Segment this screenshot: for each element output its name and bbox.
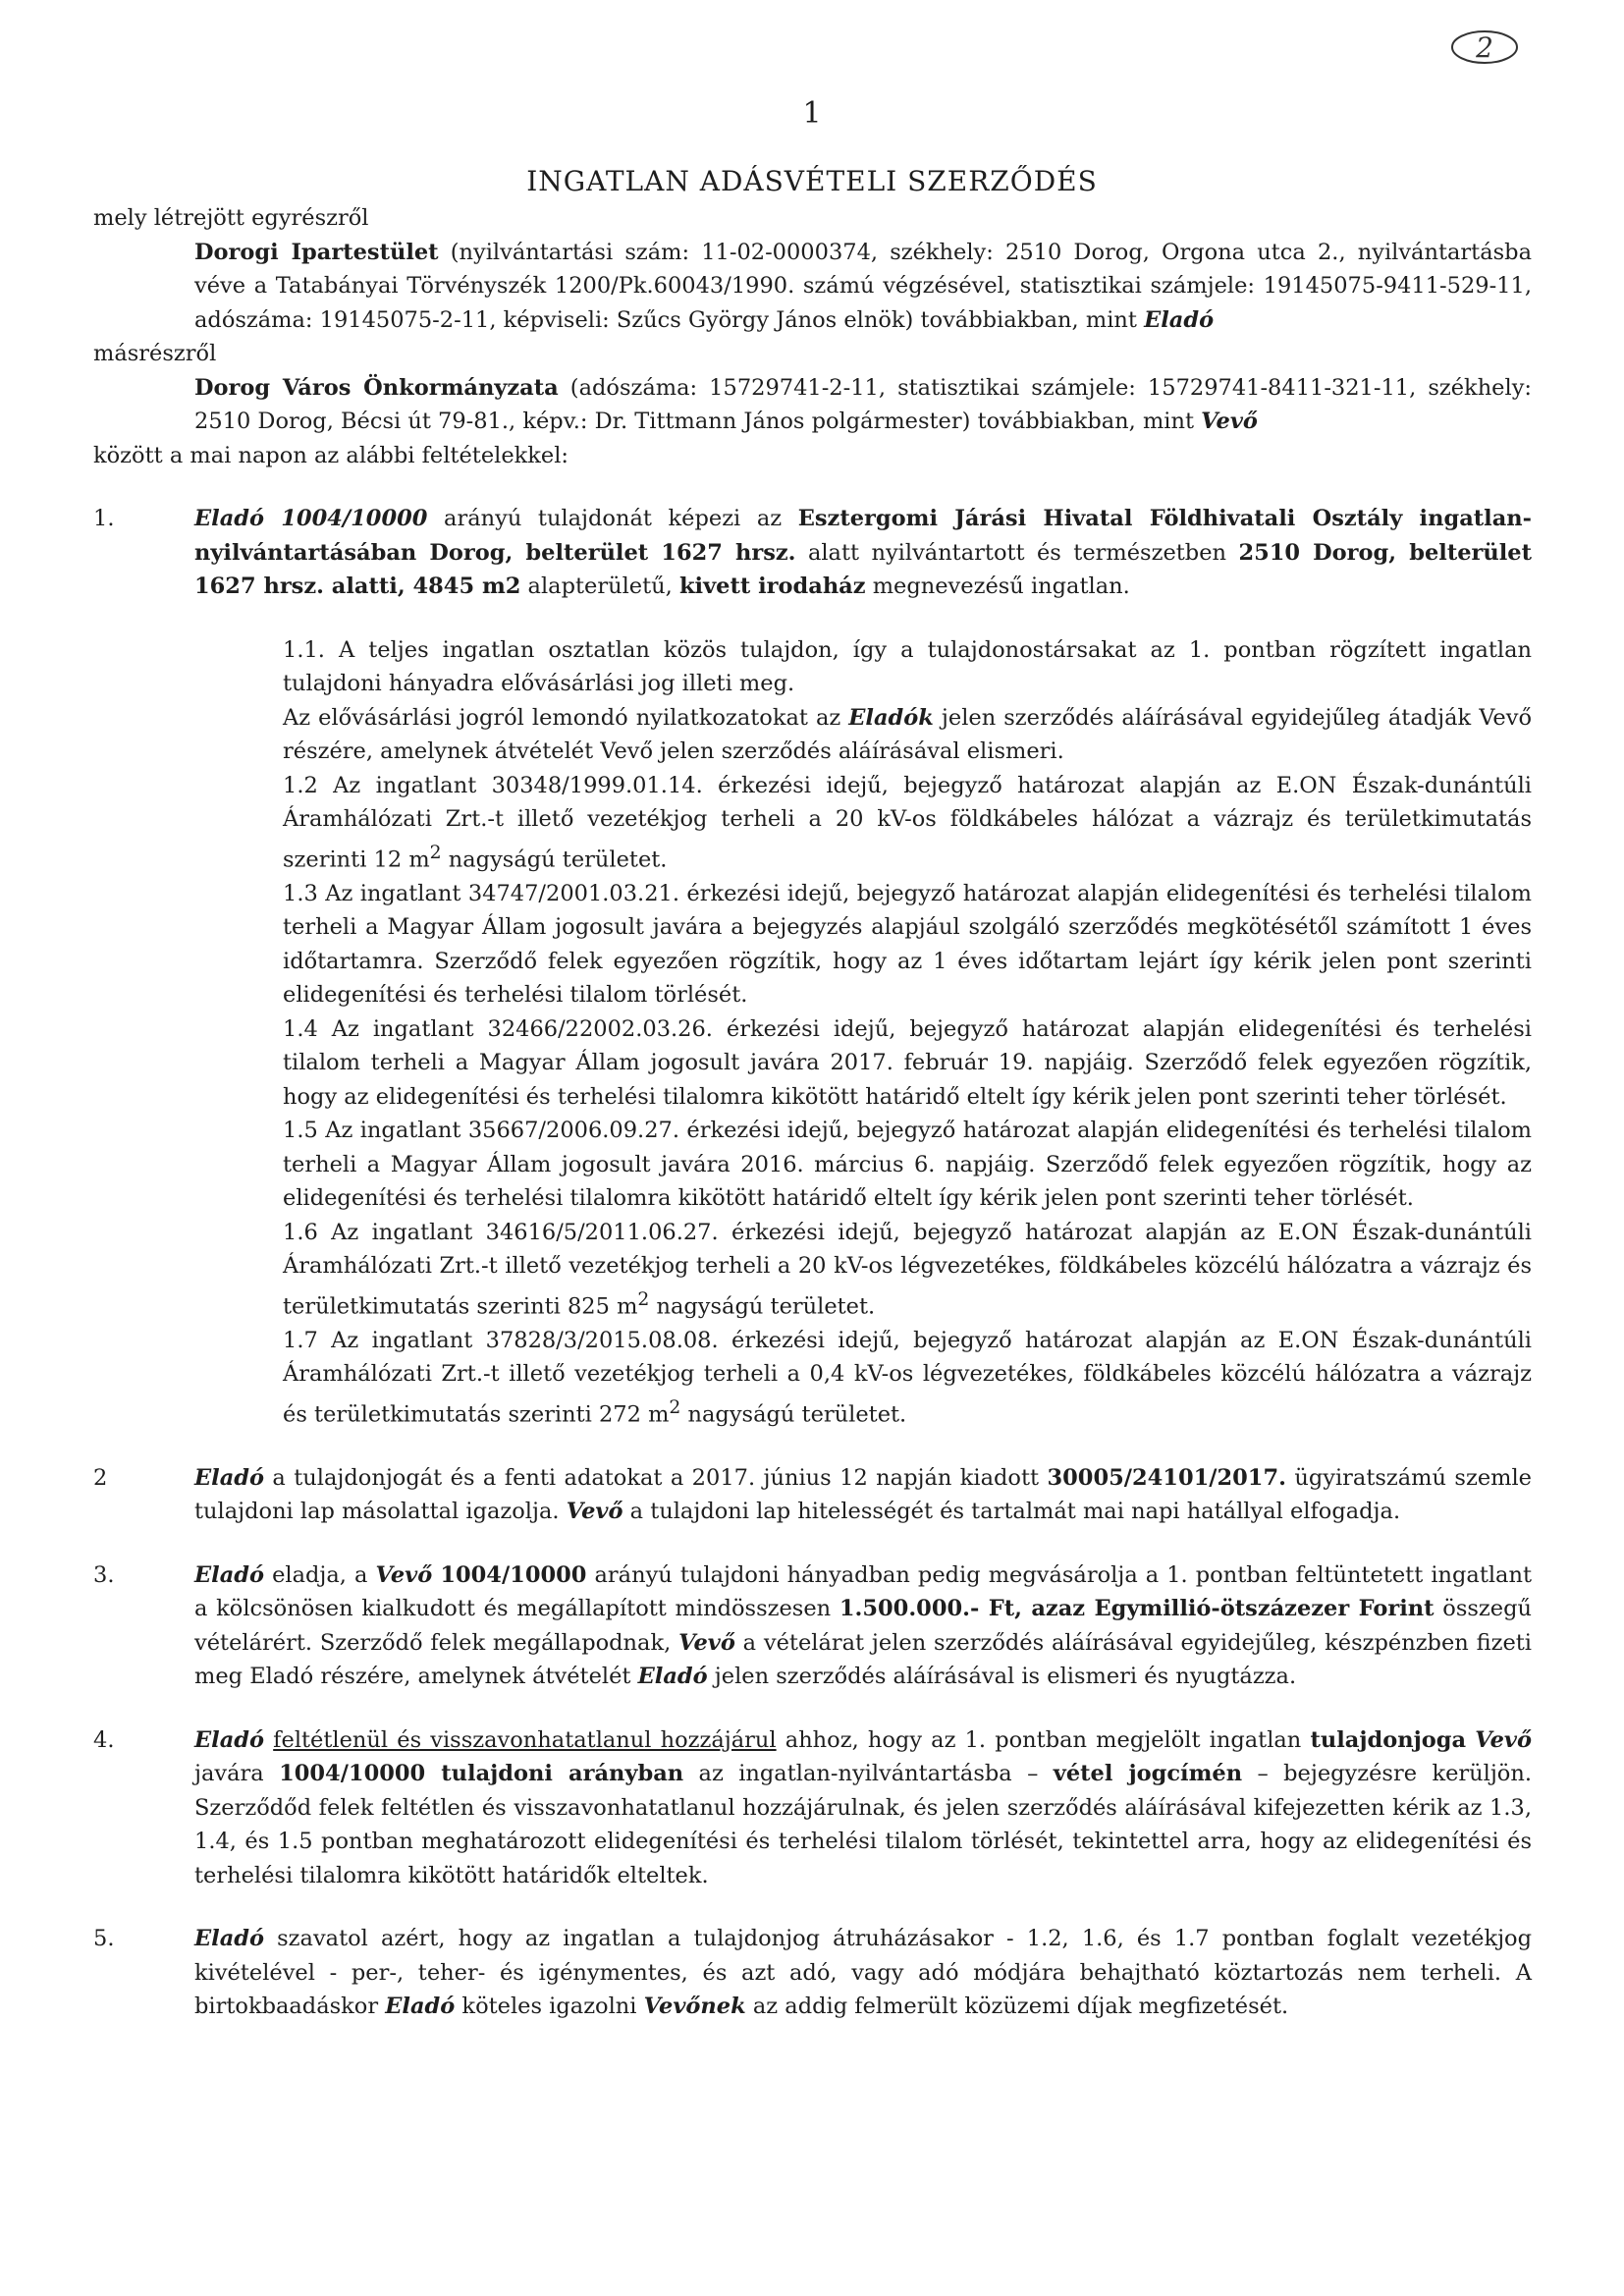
section-1-text: Eladó 1004/10000 arányú tulajdonát képezi az Esztergomi Járási Hivatal Földhivatali Osztály ingatlan-nyilvántartásában Dorog, belterület 1627 hrsz. alatt nyilvántartott és természetben 2510 Dorog, belterület 1627 hrsz. alatti, 4845 m2 alapterületű, kivett irodaház megnevezésű ingatlan. xyxy=(194,506,1532,599)
section-2-text: Eladó a tulajdonjogát és a fenti adatokat a 2017. június 12 napján kiadott 30005/24101/2017. ügyiratszámú szemle tulajdoni lap másolattal igazolja. Vevő a tulajdoni lap hitelességét és tartalmát mai napi hatállyal elfogadja. xyxy=(194,1464,1532,1524)
buyer-name: Dorog Város Önkormányzata xyxy=(194,374,559,401)
page-number: 1 xyxy=(802,96,822,131)
subsection-1-1: 1.1. A teljes ingatlan osztatlan közös tulajdon, így a tulajdonostársakat az 1. pontban rögzített ingatlan tulajdoni hányadra elővásárlási jog illeti meg. xyxy=(283,636,1532,696)
section-5-number: 5. xyxy=(93,1926,115,1951)
buyer-party xyxy=(93,371,1532,439)
subsection-1-7: 1.7 Az ingatlant 37828/3/2015.08.08. érkezési idejű, bejegyző határozat alapján az E.ON Észak-dunántúli Áramhálózati Zrt.-t illető vezetékjog terheli a 0,4 kV-os légvezetékes, földkábeles közcélú hálózatra a vázrajz és területkimutatás szerinti 272 $m^2$ nagyságú területet. xyxy=(283,1327,1532,1427)
buyer-details: (adószáma: 15729741-2-11, statisztikai számjele: 15729741-8411-321-11, székhely: 2510 Dorog, Bécsi út 79-81., képv.: Dr. Tittmann János polgármester) továbbiakban, mint xyxy=(194,374,1532,434)
seal-mark-number: 2 xyxy=(1476,31,1493,64)
subsection-1-4: 1.4 Az ingatlant 32466/22002.03.26. érkezési idejű, bejegyző határozat alapján elidegenítési és terhelési tilalom terheli a Magyar Állam jogosult javára 2017. február 19. napjáig. Szerződő felek egyezően rögzítik, hogy az elidegenítési és terhelési tilalomra kikötött határidő eltelt így kérik jelen pont szerinti teher törlését. xyxy=(283,1015,1532,1110)
seller-name: Dorogi Ipartestület xyxy=(194,239,439,265)
section-3-text: Eladó eladja, a Vevő 1004/10000 arányú tulajdoni hányadban pedig megvásárolja a 1. pontban feltüntetett ingatlant a kölcsönösen kialkudott és megállapított mindösszesen 1.500.000.- Ft, azaz Egymillió-ötszázezer Forint összegű vételárért. Szerződő felek megállapodnak, Vevő a vételárat jelen szerződés aláírásával egyidejűleg, készpénzben fizeti meg Eladó részére, amelynek átvételét Eladó jelen szerződés aláírásával is elismeri és nyugtázza. xyxy=(194,1561,1533,1689)
section-5-text: Eladó szavatol azért, hogy az ingatlan a tulajdonjog átruházásakor - 1.2, 1.6, és 1.7 pontban foglalt vezetékjog kivételével - per-, teher- és igénymentes, és azt adó, vagy adó módjára behajtható köztartozás nem terheli. A birtokbaadáskor Eladó köteles igazolni Vevőnek az addig felmerült közüzemi díjak megfizetését. xyxy=(194,1926,1532,2019)
subsection-1-3: 1.3 Az ingatlant 34747/2001.03.21. érkezési idejű, bejegyző határozat alapján elidegenítési és terhelési tilalom terheli a Magyar Állam jogosult javára a bejegyzés alapjául szolgáló szerződés megkötésétől számított 1 éves időtartamra. Szerződő felek egyezően rögzítik, hogy az 1 éves időtartam lejárt így kérik jelen pont szerinti elidegenítési és terhelési tilalom törlését. xyxy=(283,880,1532,1008)
section-3 xyxy=(93,1558,1532,1694)
section-2 xyxy=(93,1461,1532,1529)
section-1-subsections xyxy=(93,633,1532,1432)
other-party-line: másrészről xyxy=(93,341,217,366)
document-title: INGATLAN ADÁSVÉTELI SZERZŐDÉS xyxy=(526,165,1098,197)
section-4-text: Eladó feltétlenül és visszavonhatatlanul hozzájárul ahhoz, hogy az 1. pontban megjelölt ingatlan tulajdonjoga Vevő javára 1004/10000 tulajdoni arányban az ingatlan-nyilvántartásba – vétel jogcímén – bejegyzésre kerüljön. Szerződőd felek feltétlen és visszavonhatatlanul hozzájárulnak, és jelen szerződés aláírásával kifejezetten kérik az 1.3, 1.4, és 1.5 pontban meghatározott elidegenítési és terhelési tilalom törlését, tekintettel arra, hogy az elidegenítési és terhelési tilalomra kikötött határidők elteltek. xyxy=(194,1726,1532,1888)
section-1-number: 1. xyxy=(93,506,115,531)
seller-details: (nyilvántartási szám: 11-02-0000374, székhely: 2510 Dorog, Orgona utca 2., nyilvántartásba véve a Tatabányai Törvényszék 1200/Pk.60043/1990. számú végzésével, statisztikai számjele: 19145075-9411-529-11, adószáma: 19145075-2-11, képviseli: Szűcs György János elnök) továbbiakban, mint xyxy=(194,239,1532,333)
section-1 xyxy=(93,502,1532,604)
intro-line: mely létrejött egyrészről xyxy=(93,205,369,231)
contract-body xyxy=(93,201,1532,2024)
section-4-number: 4. xyxy=(93,1726,115,1753)
subsection-1-2: 1.2 Az ingatlant 30348/1999.01.14. érkezési idejű, bejegyző határozat alapján az E.ON Észak-dunántúli Áramhálózati Zrt.-t illető vezetékjog terheli a 20 kV-os földkábeles hálózat a vázrajz és területkimutatás szerinti 12 $m^2$ nagyságú területet. xyxy=(283,772,1532,872)
handwritten-page-mark xyxy=(1449,27,1520,67)
seller-party xyxy=(93,236,1532,338)
subsection-1-5: 1.5 Az ingatlant 35667/2006.09.27. érkezési idejű, bejegyző határozat alapján elidegenítési és terhelési tilalom terheli a Magyar Állam jogosult javára 2016. március 6. napjáig. Szerződő felek egyezően rögzítik, hogy az elidegenítési és terhelési tilalomra kikötött határidő eltelt így kérik jelen pont szerinti teher törlését. xyxy=(283,1118,1532,1211)
section-5 xyxy=(93,1922,1532,2024)
between-line: között a mai napon az alábbi feltételekkel: xyxy=(93,442,569,468)
subsection-1-1-continuation: Az elővásárlási jogról lemondó nyilatkozatokat az Eladók jelen szerződés aláírásával egyidejűleg átadják Vevő részére, amelynek átvételét Vevő jelen szerződés aláírásával elismeri. xyxy=(283,704,1532,764)
buyer-role: Vevő xyxy=(1201,409,1258,434)
seller-role: Eladó xyxy=(1144,306,1215,333)
subsection-1-6: 1.6 Az ingatlant 34616/5/2011.06.27. érkezési idejű, bejegyző határozat alapján az E.ON Észak-dunántúli Áramhálózati Zrt.-t illető vezetékjog terheli a 20 kV-os légvezetékes, földkábeles közcélú hálózatra a vázrajz és területkimutatás szerinti 825 $m^2$ nagyságú területet. xyxy=(283,1219,1532,1319)
section-2-number: 2 xyxy=(93,1464,108,1491)
section-3-number: 3. xyxy=(93,1561,115,1588)
section-4 xyxy=(93,1723,1532,1893)
